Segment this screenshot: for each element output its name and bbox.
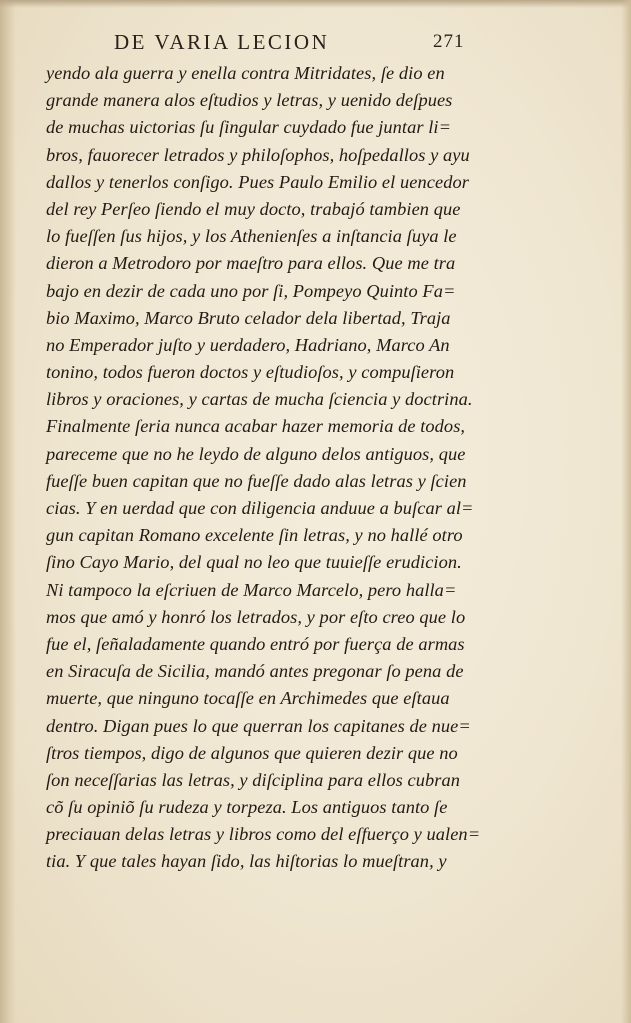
text-line: pareceme que no he leydo de alguno delos antiguos, que [46, 443, 466, 464]
text-line: Ni tampoco la eſcriuen de Marco Marcelo, pero halla= [46, 579, 457, 600]
text-line: preciauan delas letras y libros como del eſfuerço y ualen= [46, 824, 481, 845]
text-line: fueſſe buen capitan que no fueſſe dado alas letras y ſcien [46, 470, 467, 491]
text-line: libros y oraciones, y cartas de mucha ſciencia y doctrina. [46, 389, 473, 410]
text-line: fue el, ſeñaladamente quando entró por fuerça de armas [46, 633, 465, 654]
text-line: gun capitan Romano excelente ſin letras, y no hallé otro [46, 525, 463, 546]
text-line: tia. Y que tales hayan ſido, las hiſtorias lo mueſtran, y [46, 851, 447, 872]
page-top-edge [0, 0, 631, 8]
text-line: ſino Cayo Mario, del qual no leo que tuuieſſe erudicion. [46, 552, 462, 573]
page-number: 271 [433, 31, 465, 52]
text-line: tonino, todos fueron doctos y eſtudioſos, y compuſieron [46, 362, 455, 383]
text-line: bajo en dezir de cada uno por ſi, Pompeyo Quinto Fa= [46, 280, 456, 301]
text-line: cias. Y en uerdad que con diligencia anduue a buſcar al= [46, 498, 474, 518]
text-line: en Siracuſa de Sicilia, mandó antes pregonar ſo pena de [46, 661, 464, 682]
text-line: dentro. Digan pues lo que querran los capitanes de nue= [46, 715, 471, 736]
text-line: Finalmente ſeria nunca acabar hazer memoria de todos, [46, 416, 466, 437]
text-line: ſon neceſſarias las letras, y diſciplina para ellos cubran [46, 769, 460, 790]
text-line: muerte, que ninguno tocaſſe en Archimedes que eſtaua [46, 688, 450, 709]
body-text [46, 60, 506, 876]
page-right-edge [621, 0, 631, 1023]
binding-gutter [0, 0, 16, 1023]
text-line: lo fueſſen ſus hijos, y los Athenienſes a inſtancia ſuya le [46, 226, 457, 247]
text-line: del rey Perſeo ſiendo el muy docto, trabajó tambien que [46, 198, 461, 219]
text-line: ſtros tiempos, digo de algunos que quieren dezir que no [46, 742, 458, 763]
running-head [100, 30, 480, 60]
text-line: cõ ſu opiniõ ſu rudeza y torpeza. Los antiguos tanto ſe [46, 797, 448, 818]
text-line: bio Maximo, Marco Bruto celador dela libertad, Traja [46, 307, 451, 328]
running-head-title: DE VARIA LECION [114, 30, 330, 54]
text-line: grande manera alos eſtudios y letras, y uenido deſpues [46, 90, 453, 111]
text-line: dallos y tenerlos conſigo. Pues Paulo Emilio el uencedor [46, 171, 469, 192]
text-line: mos que amó y honró los letrados, y por eſto creo que lo [46, 606, 466, 627]
text-line: no Emperador juſto y uerdadero, Hadriano, Marco An [46, 334, 450, 355]
text-line: yendo ala guerra y enella contra Mitridates, ſe dio en [46, 63, 445, 83]
text-line: dieron a Metrodoro por maeſtro para ellos. Que me tra [46, 253, 456, 274]
text-line: de muchas uictorias ſu ſingular cuydado fue juntar li= [46, 117, 452, 138]
text-line: bros, fauorecer letrados y philoſophos, hoſpedallos y ayu [46, 144, 470, 165]
